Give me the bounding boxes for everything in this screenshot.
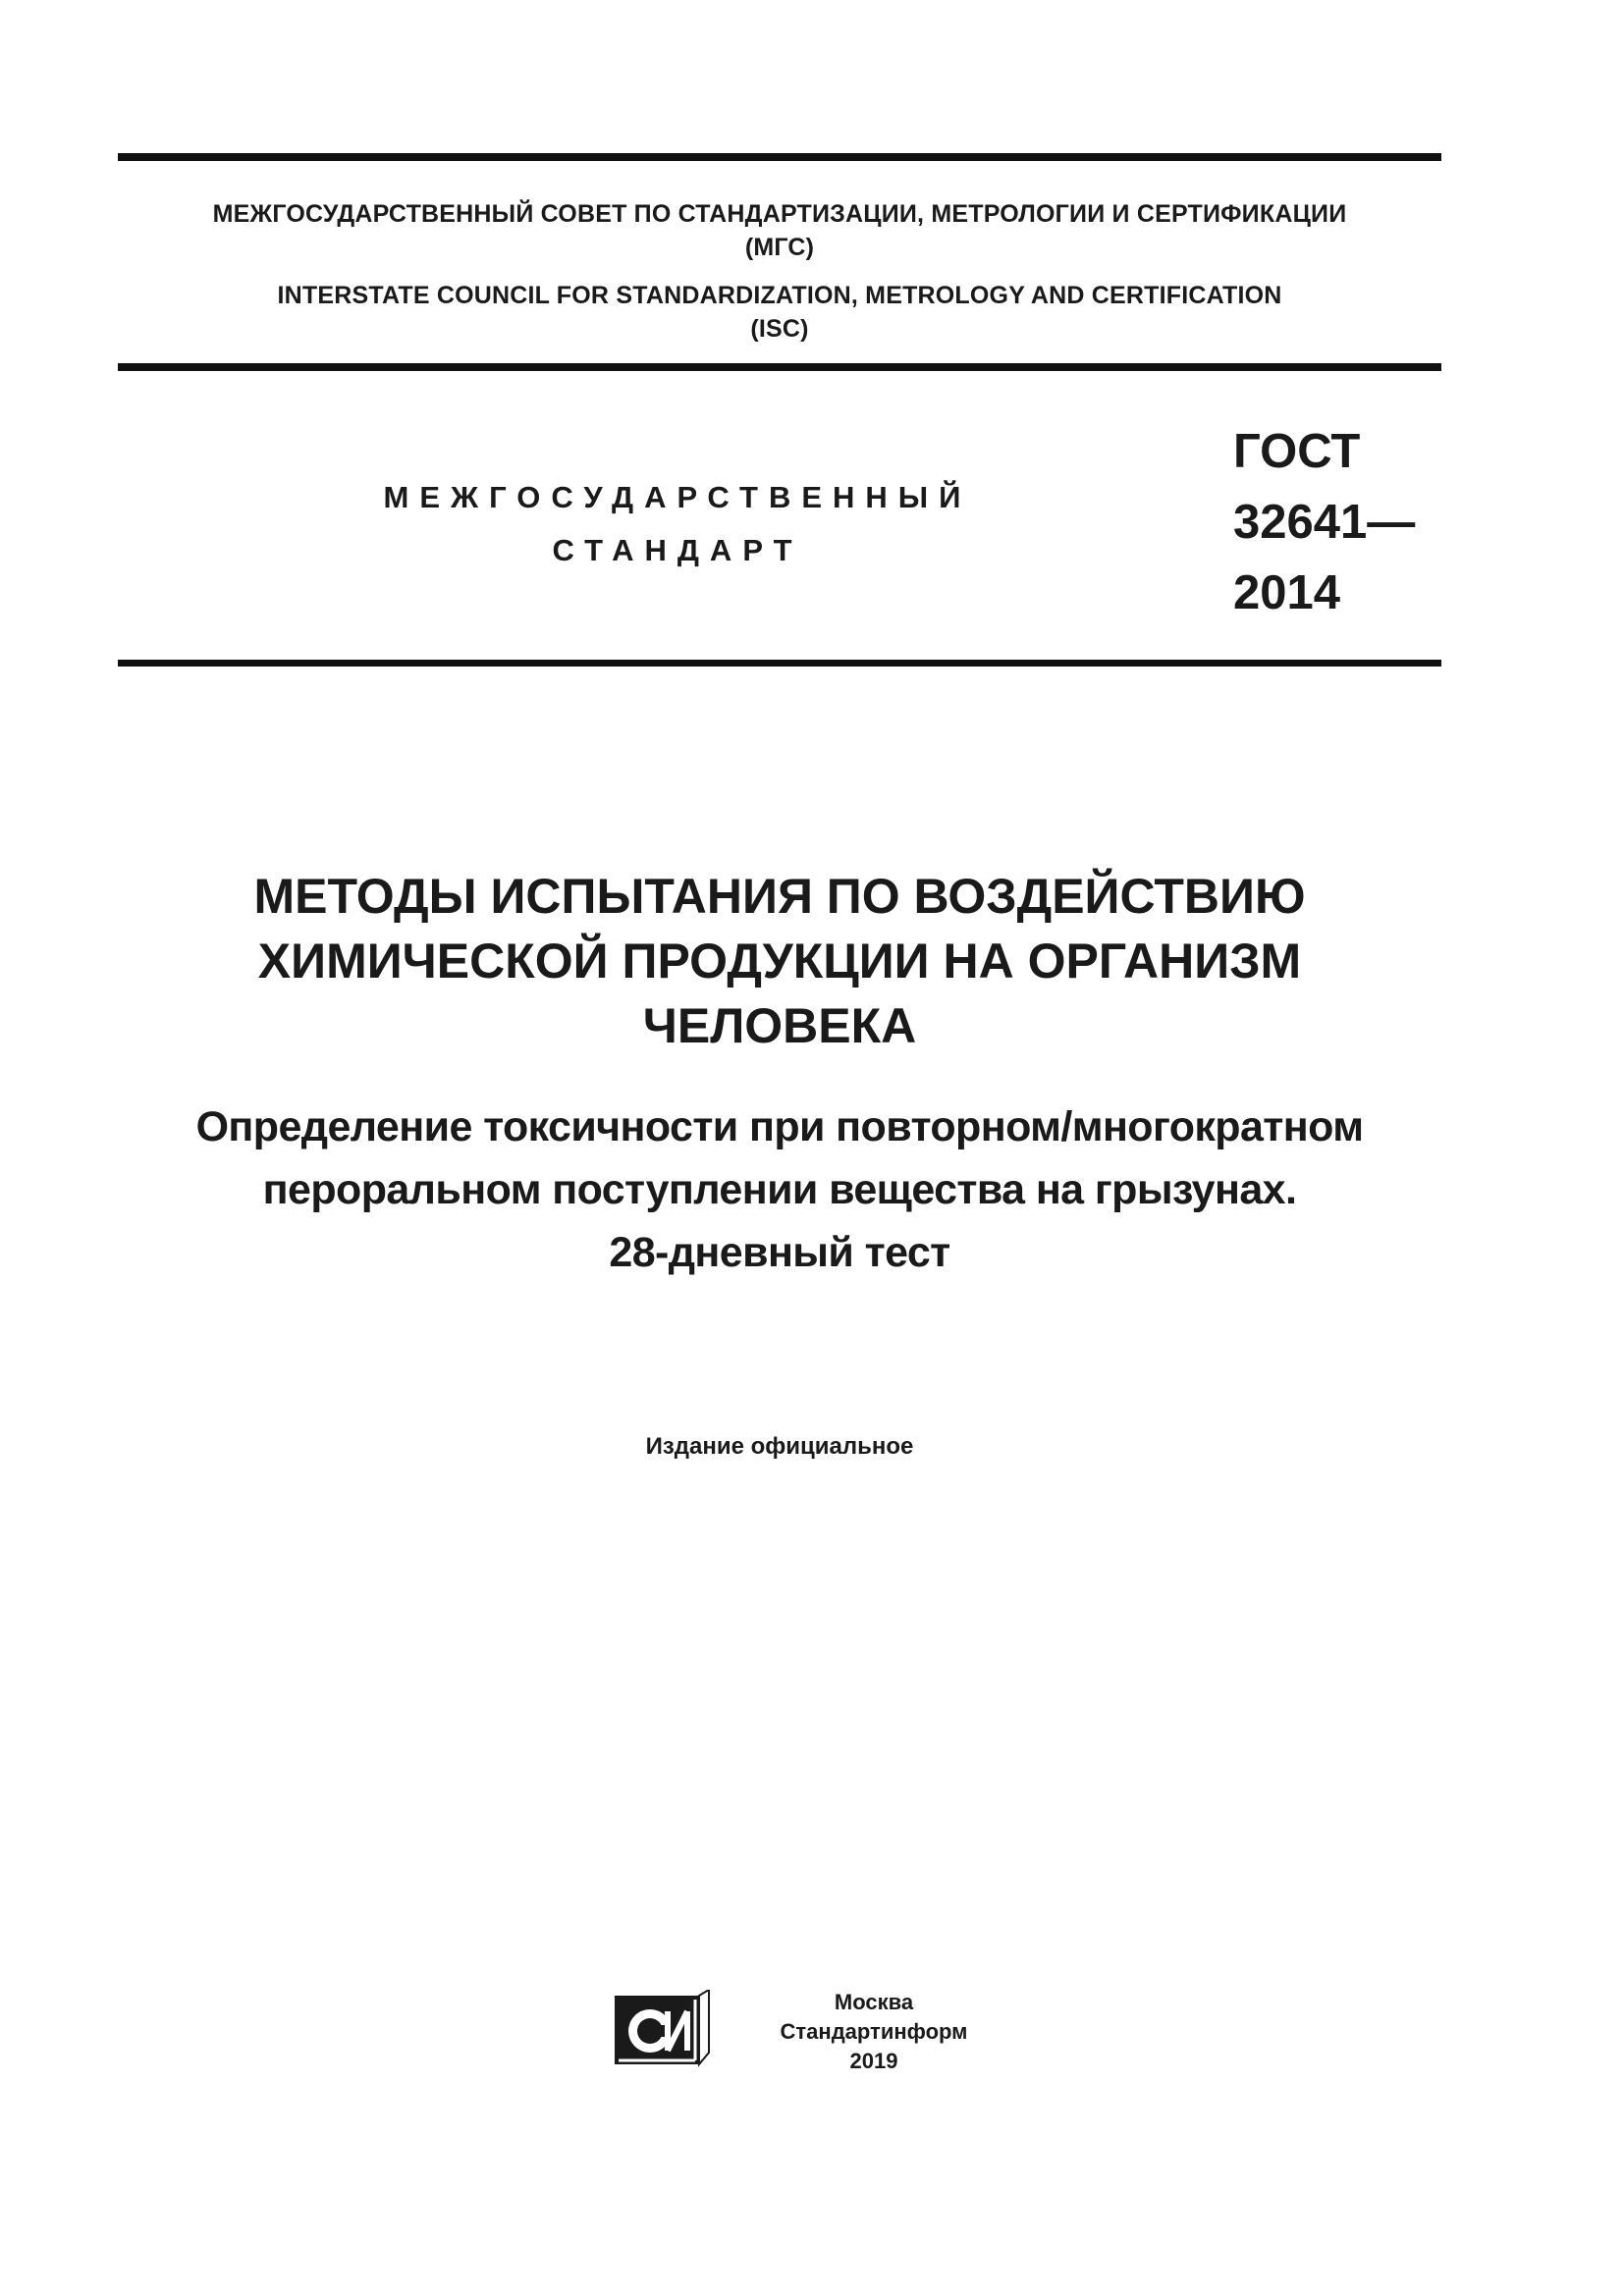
gost-year: 2014 [1233, 566, 1341, 619]
document-subtitle-line2: пероральном поступлении вещества на грызунах. [262, 1166, 1297, 1213]
council-name-en [118, 279, 1441, 346]
standard-type [295, 471, 1060, 577]
header-bottom-rule [118, 363, 1441, 371]
document-subtitle-line3: 28-дневный тест [609, 1229, 950, 1276]
document-title [118, 864, 1441, 1058]
publisher-city: Москва [834, 1990, 914, 2014]
document-title-line1: МЕТОДЫ ИСПЫТАНИЯ ПО ВОЗДЕЙСТВИЮ [253, 869, 1306, 924]
edition-label: Издание официальное [645, 1433, 914, 1460]
document-title-line3: ЧЕЛОВЕКА [642, 998, 917, 1053]
standard-type-line2: СТАНДАРТ [552, 533, 803, 567]
document-subtitle [98, 1095, 1461, 1284]
document-title-line2: ХИМИЧЕСКОЙ ПРОДУКЦИИ НА ОРГАНИЗМ [257, 934, 1302, 988]
council-name-ru [118, 197, 1441, 264]
publisher-imprint [717, 1988, 1031, 2076]
standartinform-logo-icon [613, 1990, 711, 2068]
council-abbr-ru: (МГС) [744, 234, 815, 261]
document-subtitle-line1: Определение токсичности при повторном/многократном [195, 1103, 1364, 1150]
standard-type-line1: МЕЖГОСУДАРСТВЕННЫЙ [383, 480, 972, 514]
gost-designation [1233, 416, 1415, 628]
council-name-ru-line1: МЕЖГОСУДАРСТВЕННЫЙ СОВЕТ ПО СТАНДАРТИЗАЦИИ, МЕТРОЛОГИИ И СЕРТИФИКАЦИИ [212, 200, 1347, 228]
publication-year: 2019 [849, 2049, 898, 2073]
top-rule [118, 153, 1441, 161]
gost-number: 32641— [1233, 496, 1416, 549]
council-abbr-en: (ISC) [750, 315, 809, 343]
council-name-en-line1: INTERSTATE COUNCIL FOR STANDARDIZATION, METROLOGY AND CERTIFICATION [277, 282, 1282, 309]
designation-bottom-rule [118, 660, 1441, 667]
publisher-name: Стандартинформ [780, 2019, 968, 2044]
gost-label: ГОСТ [1233, 425, 1361, 478]
